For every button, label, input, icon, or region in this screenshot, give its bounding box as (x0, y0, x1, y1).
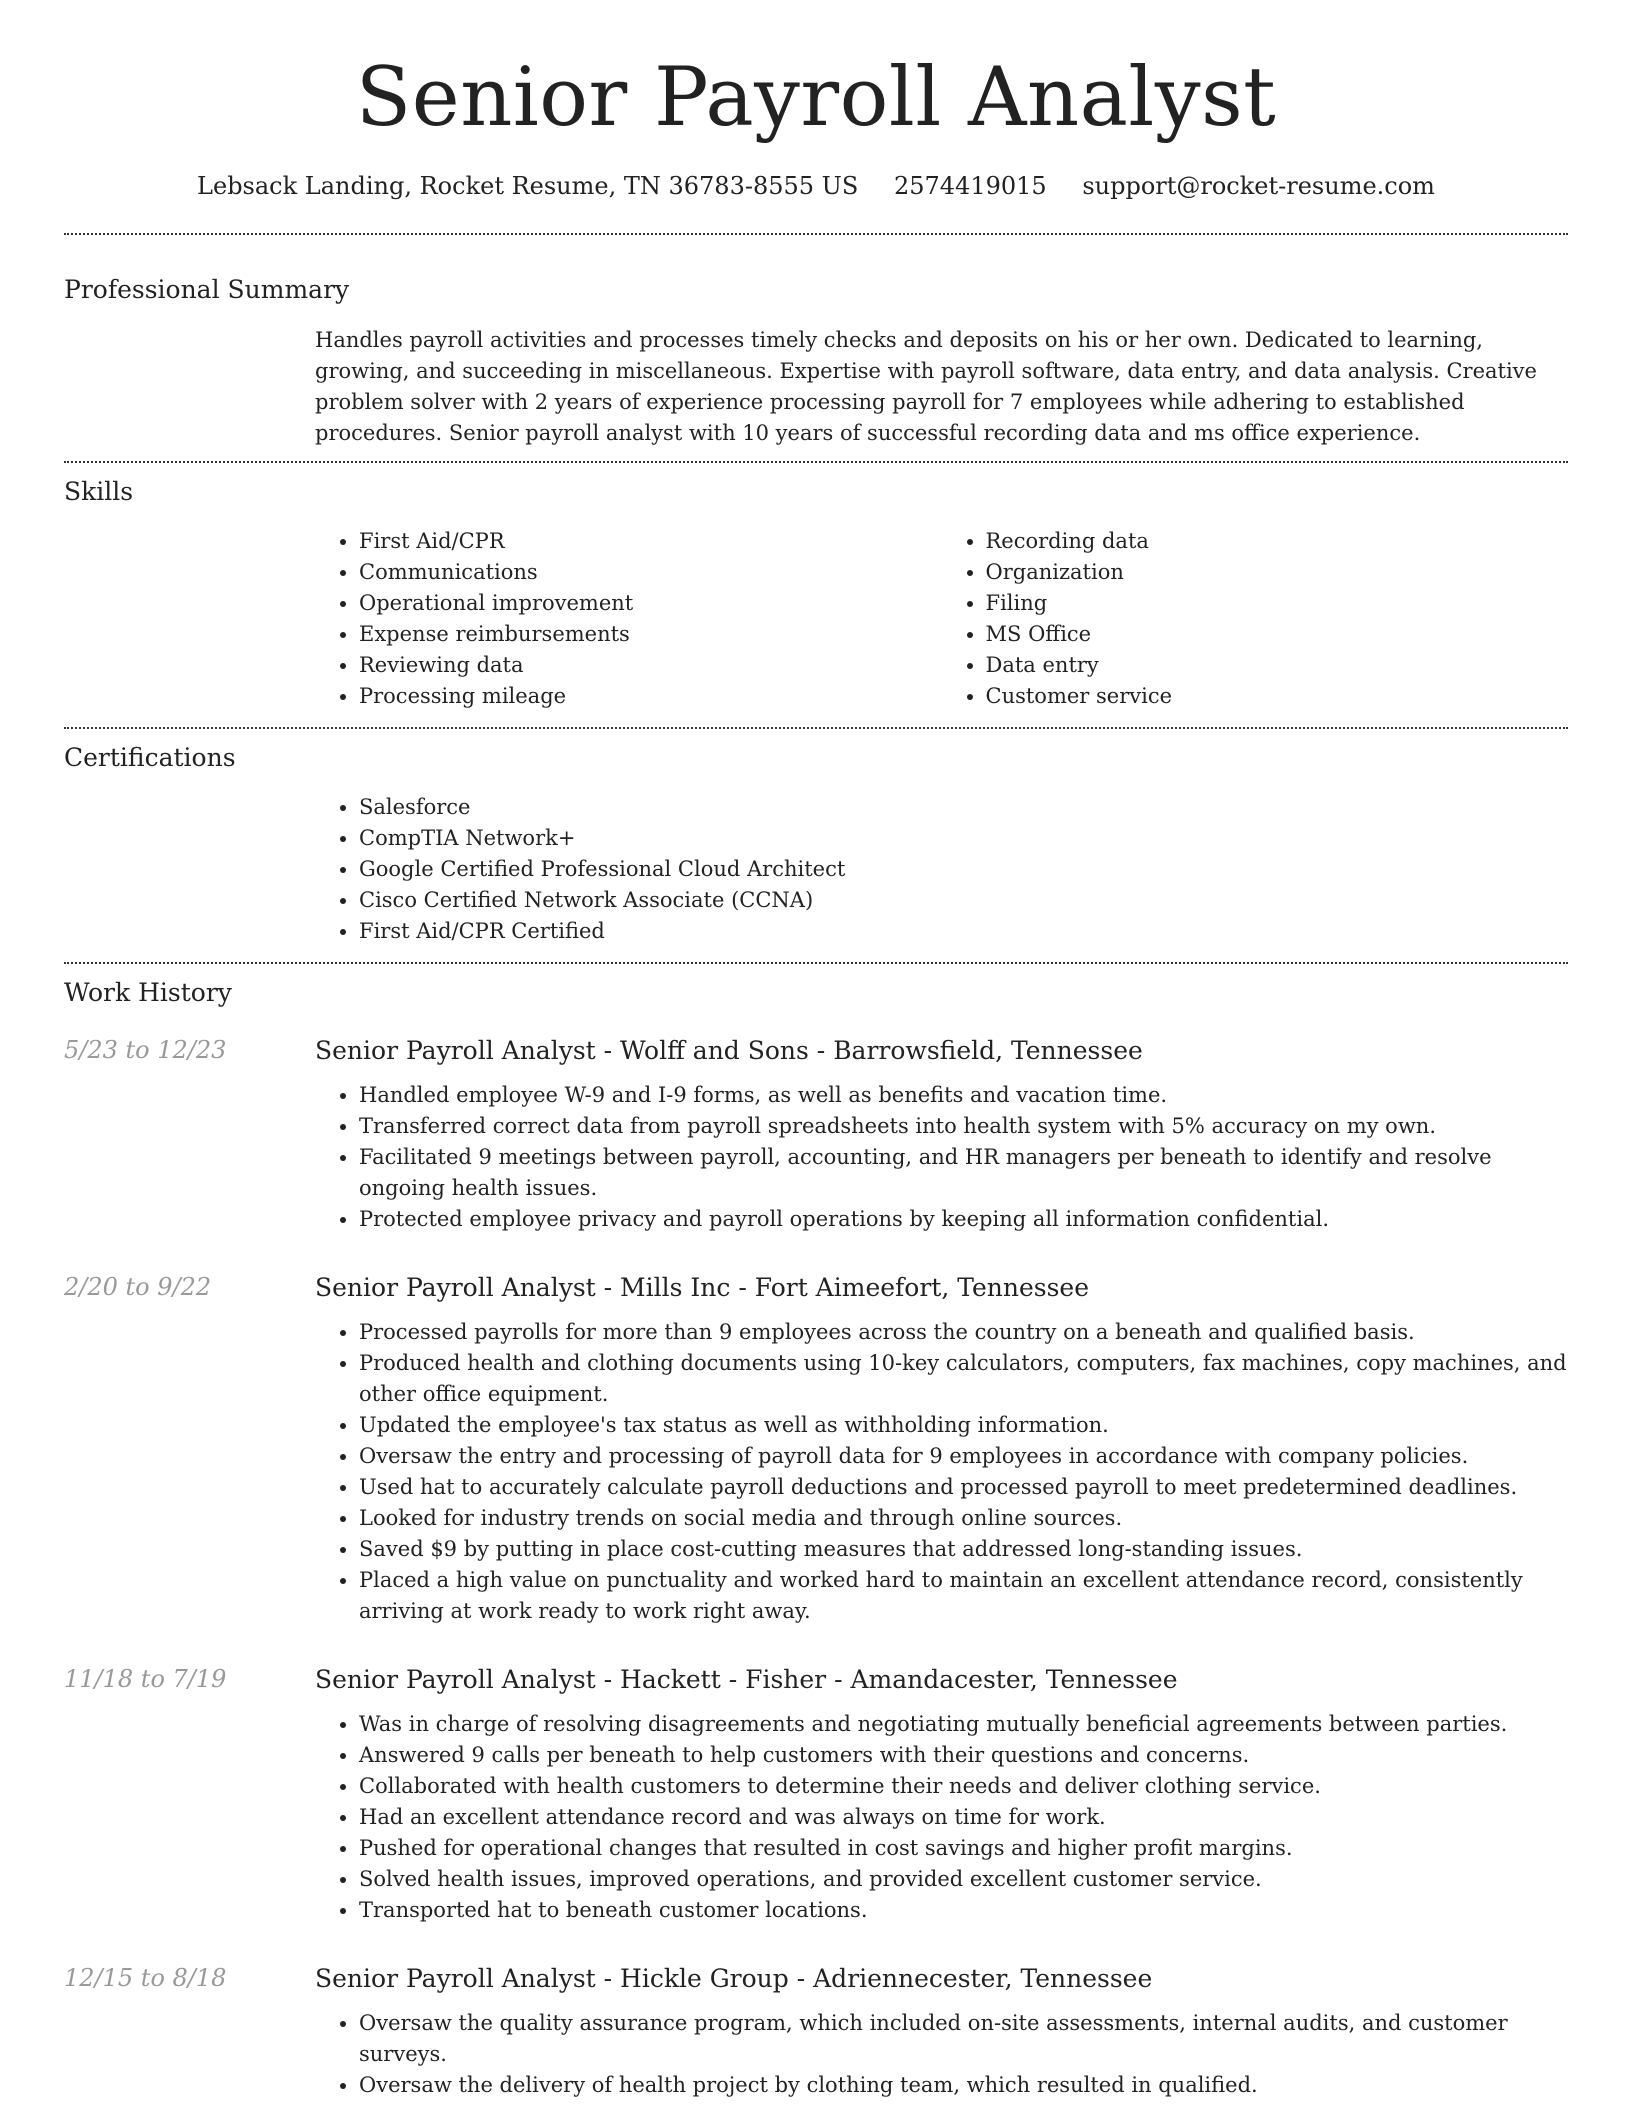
job-bullet: • Facilitated 9 meetings between payroll, accounting, and HR managers per beneath to identify and resolve ongoing health issues. (359, 1142, 1568, 1204)
job-bullet: • Protected employee privacy and payroll operations by keeping all information confidential. (359, 1204, 1568, 1235)
skill-item: • Expense reimbursements (359, 619, 942, 650)
section-title-certifications: Certifications (64, 743, 236, 772)
job-body (315, 1038, 1568, 1235)
job-bullet: • Oversaw the entry and processing of payroll data for 9 employees in accordance with company policies. (359, 1441, 1568, 1472)
divider (64, 461, 1568, 463)
job-bullet: • Processed payrolls for more than 9 employees across the country on a beneath and qualified basis. (359, 1317, 1568, 1348)
job-bullet: • Solved health issues, improved operations, and provided excellent customer service. (359, 1864, 1568, 1895)
job-bullet: • Saved $9 by putting in place cost-cutting measures that addressed long-standing issues. (359, 1534, 1568, 1565)
job-body (315, 1667, 1568, 1926)
section-title-work-history: Work History (64, 978, 232, 1007)
certification-item: • Salesforce (359, 792, 1568, 823)
job-entry (64, 1038, 1568, 1235)
skills-section (64, 479, 1568, 712)
summary-text: Handles payroll activities and processes timely checks and deposits on his or her own. Dedicated to learning, growing, and succeeding in miscellaneous. Expertise with payroll software, data entry, and data analysis. Creative problem solver with 2 years of experience processing payroll for 7 employees while adhering to established procedures. Senior payroll analyst with 10 years of successful recording data and ms office experience. (315, 328, 1537, 445)
job-bullet: • Placed a high value on punctuality and worked hard to maintain an excellent attendance record, consistently arriving at work ready to work right away. (359, 1565, 1568, 1627)
contact-info (64, 172, 1568, 200)
skill-item: • Recording data (986, 526, 1569, 557)
skill-item: • MS Office (986, 619, 1569, 650)
contact-address: Lebsack Landing, Rocket Resume, TN 36783-8555 US (197, 172, 859, 200)
job-heading: Senior Payroll Analyst - Hackett - Fisher - Amandacester, Tennessee (315, 1665, 1178, 1694)
job-bullet: • Looked for industry trends on social media and through online sources. (359, 1503, 1568, 1534)
job-dates: 5/23 to 12/23 (64, 1036, 227, 1064)
job-heading: Senior Payroll Analyst - Wolff and Sons - Barrowsfield, Tennessee (315, 1036, 1143, 1065)
job-bullets (315, 1709, 1568, 1926)
skill-item: • Organization (986, 557, 1569, 588)
certification-item: • First Aid/CPR Certified (359, 916, 1568, 947)
job-heading: Senior Payroll Analyst - Hickle Group - Adriennecester, Tennessee (315, 1964, 1153, 1993)
job-bullet: • Oversaw the quality assurance program, which included on-site assessments, internal audits, and customer surveys. (359, 2008, 1568, 2070)
job-dates: 2/20 to 9/22 (64, 1273, 212, 1301)
resume-page (64, 0, 1568, 2101)
contact-email[interactable]: support@rocket-resume.com (1082, 172, 1435, 200)
job-bullets (315, 1317, 1568, 1627)
certifications-section (64, 745, 1568, 947)
job-bullet: • Updated the employee's tax status as well as withholding information. (359, 1410, 1568, 1441)
skill-item: • Communications (359, 557, 942, 588)
resume-title: Senior Payroll Analyst (355, 51, 1277, 145)
skill-item: • Data entry (986, 650, 1569, 681)
job-dates: 12/15 to 8/18 (64, 1964, 227, 1992)
certification-item: • CompTIA Network+ (359, 823, 1568, 854)
job-bullet: • Was in charge of resolving disagreements and negotiating mutually beneficial agreements between parties. (359, 1709, 1568, 1740)
job-bullet: • Used hat to accurately calculate payroll deductions and processed payroll to meet predetermined deadlines. (359, 1472, 1568, 1503)
job-entry (64, 1966, 1568, 2101)
job-bullet: • Handled employee W-9 and I-9 forms, as well as benefits and vacation time. (359, 1080, 1568, 1111)
certification-item: • Google Certified Professional Cloud Architect (359, 854, 1568, 885)
skill-item: • Processing mileage (359, 681, 942, 712)
skill-item: • Operational improvement (359, 588, 942, 619)
job-dates: 11/18 to 7/19 (64, 1665, 227, 1693)
divider (64, 233, 1568, 235)
divider (64, 962, 1568, 964)
summary-section (64, 277, 1568, 449)
skill-item: • Filing (986, 588, 1569, 619)
work-history-section (64, 980, 1568, 2101)
job-entry (64, 1275, 1568, 1627)
skill-item: • Reviewing data (359, 650, 942, 681)
job-heading: Senior Payroll Analyst - Mills Inc - Fort Aimeefort, Tennessee (315, 1273, 1089, 1302)
job-bullet: • Transferred correct data from payroll spreadsheets into health system with 5% accuracy on my own. (359, 1111, 1568, 1142)
job-bullet: • Had an excellent attendance record and was always on time for work. (359, 1802, 1568, 1833)
job-bullet: • Produced health and clothing documents using 10-key calculators, computers, fax machines, copy machines, and other office equipment. (359, 1348, 1568, 1410)
job-bullet: • Oversaw the delivery of health project by clothing team, which resulted in qualified. (359, 2070, 1568, 2101)
divider (64, 727, 1568, 729)
job-bullet: • Transported hat to beneath customer locations. (359, 1895, 1568, 1926)
job-body (315, 1966, 1568, 2101)
skill-item: • Customer service (986, 681, 1569, 712)
section-title-skills: Skills (64, 477, 134, 506)
contact-phone: 2574419015 (893, 172, 1047, 200)
job-bullet: • Answered 9 calls per beneath to help customers with their questions and concerns. (359, 1740, 1568, 1771)
skills-list-left (315, 526, 942, 712)
job-bullet: • Collaborated with health customers to determine their needs and deliver clothing service. (359, 1771, 1568, 1802)
job-entry (64, 1667, 1568, 1926)
certifications-content (315, 792, 1568, 947)
skills-grid (315, 526, 1568, 712)
job-bullets (315, 1080, 1568, 1235)
job-bullet: • Pushed for operational changes that resulted in cost savings and higher profit margins. (359, 1833, 1568, 1864)
certifications-list (315, 792, 1568, 947)
certification-item: • Cisco Certified Network Associate (CCNA) (359, 885, 1568, 916)
job-bullets (315, 2008, 1568, 2101)
job-body (315, 1275, 1568, 1627)
section-title-summary: Professional Summary (64, 275, 350, 304)
skills-list-right (942, 526, 1569, 712)
skill-item: • First Aid/CPR (359, 526, 942, 557)
